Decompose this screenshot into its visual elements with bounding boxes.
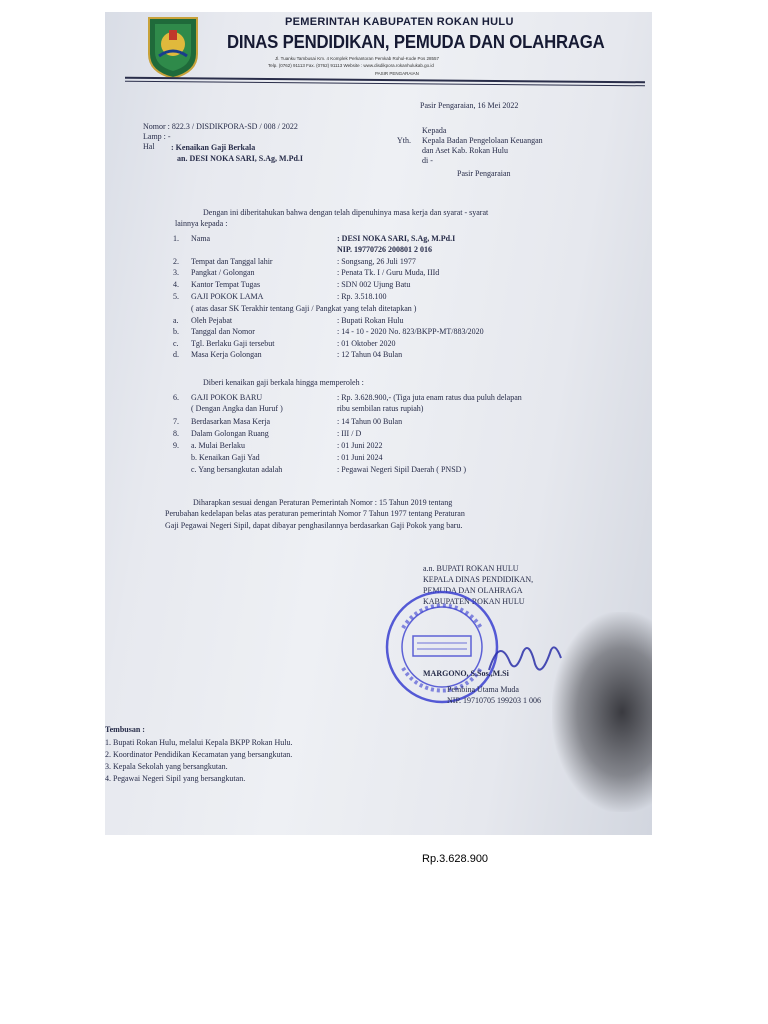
field-label: Masa Kerja Golongan bbox=[191, 350, 262, 359]
subject-name: an. DESI NOKA SARI, S.Ag, M.Pd.I bbox=[177, 154, 304, 163]
signatory-nip: NIP. 19710705 199203 1 006 bbox=[447, 696, 542, 705]
field-value: : III / D bbox=[337, 429, 362, 438]
field-value: : 01 Oktober 2020 bbox=[337, 339, 396, 348]
field-value: : Rp. 3.518.100 bbox=[337, 292, 387, 301]
letter-date: Pasir Pengaraian, 16 Mei 2022 bbox=[420, 101, 519, 110]
recipient-line2: dan Aset Kab. Rokan Hulu bbox=[422, 146, 508, 155]
field-number: 9. bbox=[173, 441, 179, 450]
field-label: GAJI POKOK LAMA bbox=[191, 292, 264, 301]
field-label: Tanggal dan Nomor bbox=[191, 327, 255, 336]
recipient-line1: Kepala Badan Pengelolaan Keuangan bbox=[422, 136, 543, 145]
field-label: b. Kenaikan Gaji Yad bbox=[191, 453, 260, 462]
closing-line2: Perubahan kedelapan belas atas peraturan pemerintah Nomor 7 Tahun 1977 tentang Peraturan bbox=[165, 509, 465, 518]
field-value: : Penata Tk. I / Guru Muda, IIId bbox=[337, 268, 440, 277]
signatory-name: MARGONO, S.Sos.,M.Si bbox=[423, 669, 509, 678]
field-number: 8. bbox=[173, 429, 179, 438]
field-label: Kantor Tempat Tugas bbox=[191, 280, 261, 289]
field-value: : Songsang, 26 Juli 1977 bbox=[337, 257, 416, 266]
field-label: Pangkat / Golongan bbox=[191, 268, 255, 277]
field-number: c. bbox=[173, 339, 179, 348]
signatory-title2: PEMUDA DAN OLAHRAGA bbox=[423, 586, 523, 595]
recipient-di: di - bbox=[422, 156, 433, 165]
letterhead-agency: DINAS PENDIDIKAN, PEMUDA DAN OLAHRAGA bbox=[227, 32, 605, 52]
field-number: d. bbox=[173, 350, 179, 359]
signatory-title3: KABUPATEN ROKAN HULU bbox=[423, 597, 525, 606]
signatory-title1: KEPALA DINAS PENDIDIKAN, bbox=[423, 575, 534, 584]
recipient-yth: Yth. bbox=[397, 136, 411, 145]
field-label: Berdasarkan Masa Kerja bbox=[191, 417, 271, 426]
field-number: 3. bbox=[173, 268, 179, 277]
letterhead-city: PASIR PENGARAIAN bbox=[375, 71, 419, 76]
field-number: 1. bbox=[173, 234, 179, 243]
cc-title: Tembusan : bbox=[105, 725, 145, 734]
field-number: 7. bbox=[173, 417, 179, 426]
field-value: : 14 - 10 - 2020 No. 823/BKPP-MT/883/2020 bbox=[337, 327, 484, 336]
field-label: ( Dengan Angka dan Huruf ) bbox=[191, 404, 283, 413]
recipient-kepada: Kepada bbox=[422, 126, 447, 135]
letterhead-address: Jl. Tuanku Tambusai Km. 4 Komplek Perkantoran Pemkab Rohul-Kode Pos 28557 bbox=[275, 56, 440, 61]
cc-item: 4. Pegawai Negeri Sipil yang bersangkutan. bbox=[105, 774, 246, 783]
raise-intro: Diberi kenaikan gaji berkala hingga memperoleh : bbox=[203, 378, 364, 387]
cc-item: 2. Koordinator Pendidikan Kecamatan yang bersangkutan. bbox=[105, 750, 293, 759]
regency-crest-logo bbox=[145, 16, 201, 80]
field-label: ( atas dasar SK Terakhir tentang Gaji / Pangkat yang telah ditetapkan ) bbox=[191, 304, 417, 313]
field-number: a. bbox=[173, 316, 179, 325]
field-value: : 01 Juni 2024 bbox=[337, 453, 383, 462]
field-value: : Bupati Rokan Hulu bbox=[337, 316, 404, 325]
field-value: NIP. 19770726 200801 2 016 bbox=[337, 245, 433, 254]
intro-line2: lainnya kepada : bbox=[175, 219, 228, 228]
field-value: ribu sembilan ratus rupiah) bbox=[337, 404, 424, 413]
letter-number: Nomor : 822.3 / DISDIKPORA-SD / 008 / 2022 bbox=[143, 122, 298, 131]
field-number: 2. bbox=[173, 257, 179, 266]
cc-item: 3. Kepala Sekolah yang bersangkutan. bbox=[105, 762, 228, 771]
letterhead-government: PEMERINTAH KABUPATEN ROKAN HULU bbox=[285, 16, 514, 28]
salary-caption: Rp.3.628.900 bbox=[422, 853, 489, 865]
field-label: Nama bbox=[191, 234, 211, 243]
closing-line3: Gaji Pegawai Negeri Sipil, dapat dibayar penghasilannya berdasarkan Gaji Pokok yang baru. bbox=[165, 521, 463, 530]
field-label: Tempat dan Tanggal lahir bbox=[191, 257, 273, 266]
letter-attachment: Lamp : - bbox=[143, 132, 171, 141]
document-photo bbox=[105, 12, 652, 835]
photo-shadow bbox=[552, 612, 652, 812]
field-label: Dalam Golongan Ruang bbox=[191, 429, 269, 438]
field-value: : Pegawai Negeri Sipil Daerah ( PNSD ) bbox=[337, 465, 467, 474]
field-number: b. bbox=[173, 327, 179, 336]
field-value: : 12 Tahun 04 Bulan bbox=[337, 350, 403, 359]
field-label: Tgl. Berlaku Gaji tersebut bbox=[191, 339, 275, 348]
closing-line1: Diharapkan sesuai dengan Peraturan Pemerintah Nomor : 15 Tahun 2019 tentang bbox=[193, 498, 453, 507]
field-number: 5. bbox=[173, 292, 179, 301]
recipient-place: Pasir Pengaraian bbox=[457, 169, 511, 178]
subject-line: : Kenaikan Gaji Berkala bbox=[171, 143, 256, 152]
field-value: : DESI NOKA SARI, S.Ag, M.Pd.I bbox=[337, 234, 456, 243]
field-label: c. Yang bersangkutan adalah bbox=[191, 465, 283, 474]
field-value: : Rp. 3.628.900,- (Tiga juta enam ratus dua puluh delapan bbox=[337, 393, 522, 402]
field-value: : SDN 002 Ujung Batu bbox=[337, 280, 411, 289]
intro-line1: Dengan ini diberitahukan bahwa dengan telah dipenuhinya masa kerja dan syarat - syarat bbox=[203, 208, 489, 217]
cc-item: 1. Bupati Rokan Hulu, melalui Kepala BKPP Rokan Hulu. bbox=[105, 738, 293, 747]
field-number: 4. bbox=[173, 280, 179, 289]
subject-label: Hal bbox=[143, 142, 155, 151]
field-value: : 01 Juni 2022 bbox=[337, 441, 383, 450]
field-label: Oleh Pejabat bbox=[191, 316, 233, 325]
signatory-rank: Pembina Utama Muda bbox=[447, 685, 519, 694]
letterhead-contact: Telp. (0762) 91113 Fax. (0762) 91113 Website : www.disdikpora.rokanhulukab.go.id bbox=[268, 63, 434, 68]
field-label: GAJI POKOK BARU bbox=[191, 393, 263, 402]
signatory-an: a.n. BUPATI ROKAN HULU bbox=[423, 564, 519, 573]
field-label: a. Mulai Berlaku bbox=[191, 441, 245, 450]
field-value: : 14 Tahun 00 Bulan bbox=[337, 417, 403, 426]
field-number: 6. bbox=[173, 393, 179, 402]
